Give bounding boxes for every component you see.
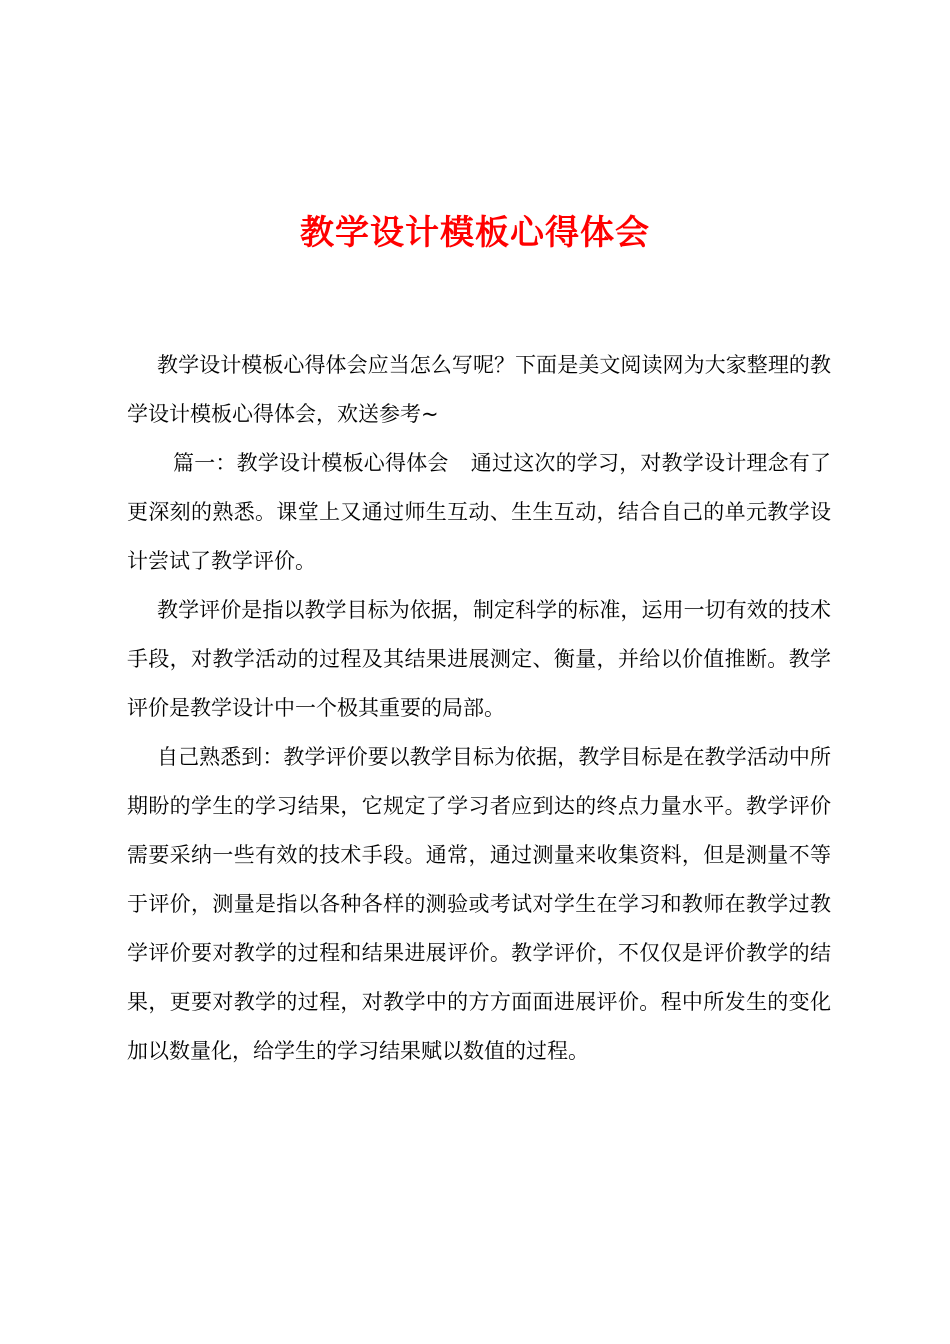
document-title: 教学设计模板心得体会 (300, 213, 650, 253)
section-one-text: 通过这次的学习，对教学设计理念有了更深刻的熟悉。课堂上又通过师生互动、生生互动，结合自己的单元教学设计尝试了教学评价。 (127, 451, 832, 573)
paragraph-intro: 教学设计模板心得体会应当怎么写呢？下面是美文阅读网为大家整理的教学设计模板心得体会，欢送参考~ (127, 353, 831, 426)
section-heading: 篇一：教学设计模板心得体会 (173, 451, 449, 475)
paragraph-section-one (127, 439, 831, 586)
paragraph-evaluation-understanding: 自己熟悉到：教学评价要以教学目标为依据，教学目标是在教学活动中所期盼的学生的学习结果，它规定了学习者应到达的终点力量水平。教学评价需要采纳一些有效的技术手段。通常，通过测量来收集资料，但是测量不等于评价，测量是指以各种各样的测验或考试对学生在学习和教师在教学过教学评价要对教学的过程和结果进展评价。教学评价，不仅仅是评价教学的结果，更要对教学的过程，对教学中的方方面面进展评价。程中所发生的变化加以数量化，给学生的学习结果赋以数值的过程。 (127, 745, 831, 1063)
document-body (127, 341, 831, 1076)
paragraph-evaluation-definition: 教学评价是指以教学目标为依据，制定科学的标准，运用一切有效的技术手段，对教学活动的过程及其结果进展测定、衡量，并给以价值推断。教学评价是教学设计中一个极其重要的局部。 (127, 598, 831, 720)
